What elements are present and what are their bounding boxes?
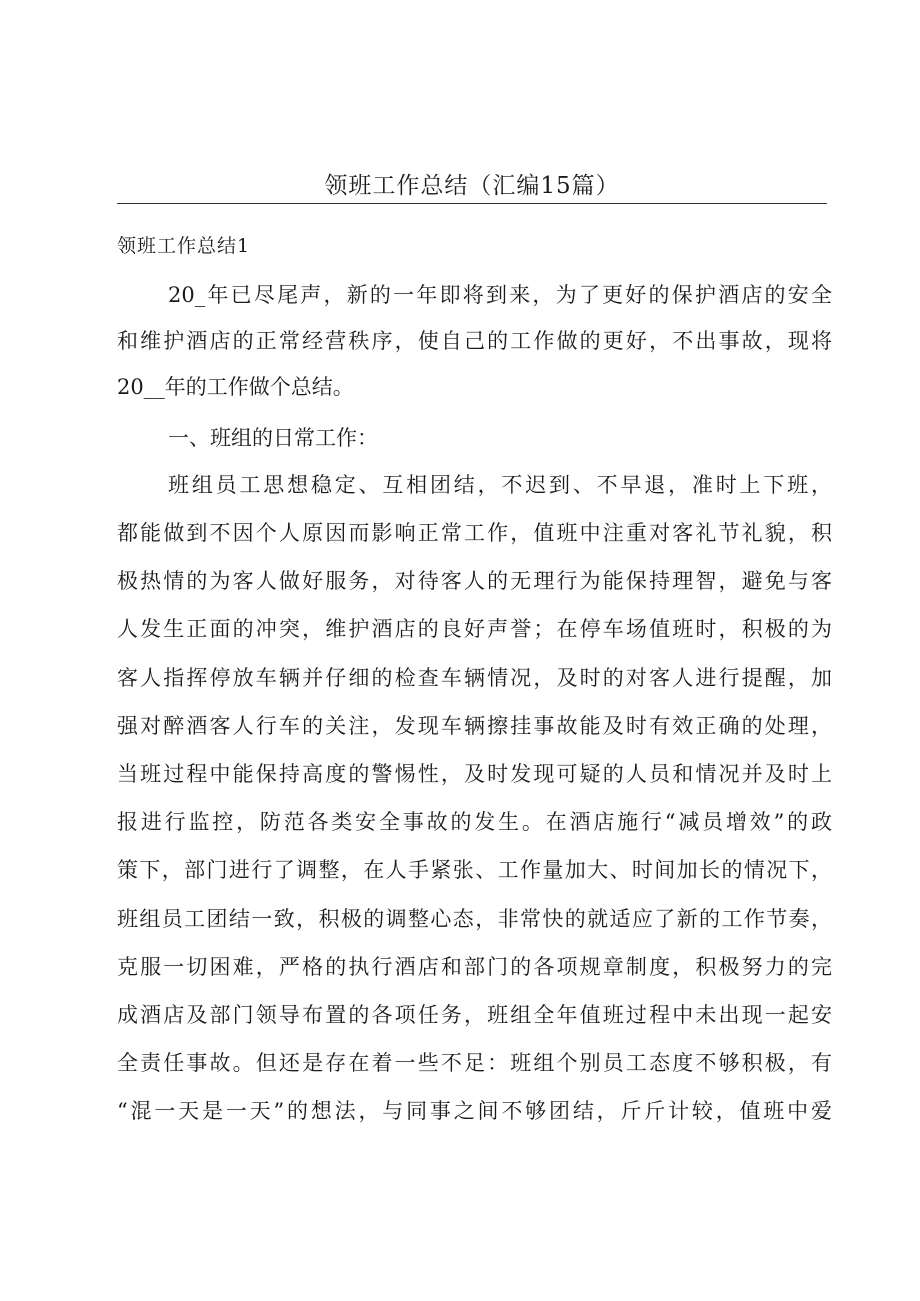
subheading-line: 一、班组的日常工作： (168, 426, 378, 450)
document-title: 领班工作总结（汇编15篇） (324, 173, 620, 199)
paragraph-line: 20_年已尽尾声，新的一年即将到来，为了更好的保护酒店的安全 (168, 283, 832, 307)
section-heading: 领班工作总结1 (117, 235, 251, 257)
paragraph-line: 极热情的为客人做好服务，对待客人的无理行为能保持理智，避免与客 (117, 569, 832, 593)
paragraph-line: 全责任事故。但还是存在着一些不足：班组个别员工态度不够积极，有 (117, 1051, 832, 1075)
paragraph-line: 人发生正面的冲突，维护酒店的良好声誉；在停车场值班时，积极的为 (117, 617, 832, 641)
paragraph-line: 客人指挥停放车辆并仔细的检查车辆情况，及时的对客人进行提醒，加 (117, 666, 832, 690)
paragraph-line: 强对醉酒客人行车的关注，发现车辆擦挂事故能及时有效正确的处理， (117, 714, 832, 738)
title-underline (117, 203, 827, 204)
paragraph-line: “混一天是一天”的想法，与同事之间不够团结，斤斤计较，值班中爱 (117, 1099, 832, 1123)
paragraph-line: 班组员工思想稳定、互相团结，不迟到、不早退，准时上下班， (168, 473, 832, 497)
paragraph-line: 成酒店及部门领导布置的各项任务，班组全年值班过程中未出现一起安 (117, 1003, 832, 1027)
paragraph-line: 克服一切困难，严格的执行酒店和部门的各项规章制度，积极努力的完 (117, 955, 832, 979)
paragraph-line: 当班过程中能保持高度的警惕性，及时发现可疑的人员和情况并及时上 (117, 762, 832, 786)
paragraph-line: 都能做到不因个人原因而影响正常工作，值班中注重对客礼节礼貌，积 (117, 521, 832, 545)
paragraph-line: 报进行监控，防范各类安全事故的发生。在酒店施行“减员增效”的政 (117, 810, 832, 834)
paragraph-line: 20__年的工作做个总结。 (117, 375, 354, 399)
paragraph-line: 班组员工团结一致，积极的调整心态，非常快的就适应了新的工作节奏， (117, 907, 832, 931)
paragraph-line: 和维护酒店的正常经营秩序，使自己的工作做的更好，不出事故，现将 (117, 329, 832, 353)
paragraph-line: 策下，部门进行了调整，在人手紧张、工作量加大、时间加长的情况下， (117, 858, 832, 882)
